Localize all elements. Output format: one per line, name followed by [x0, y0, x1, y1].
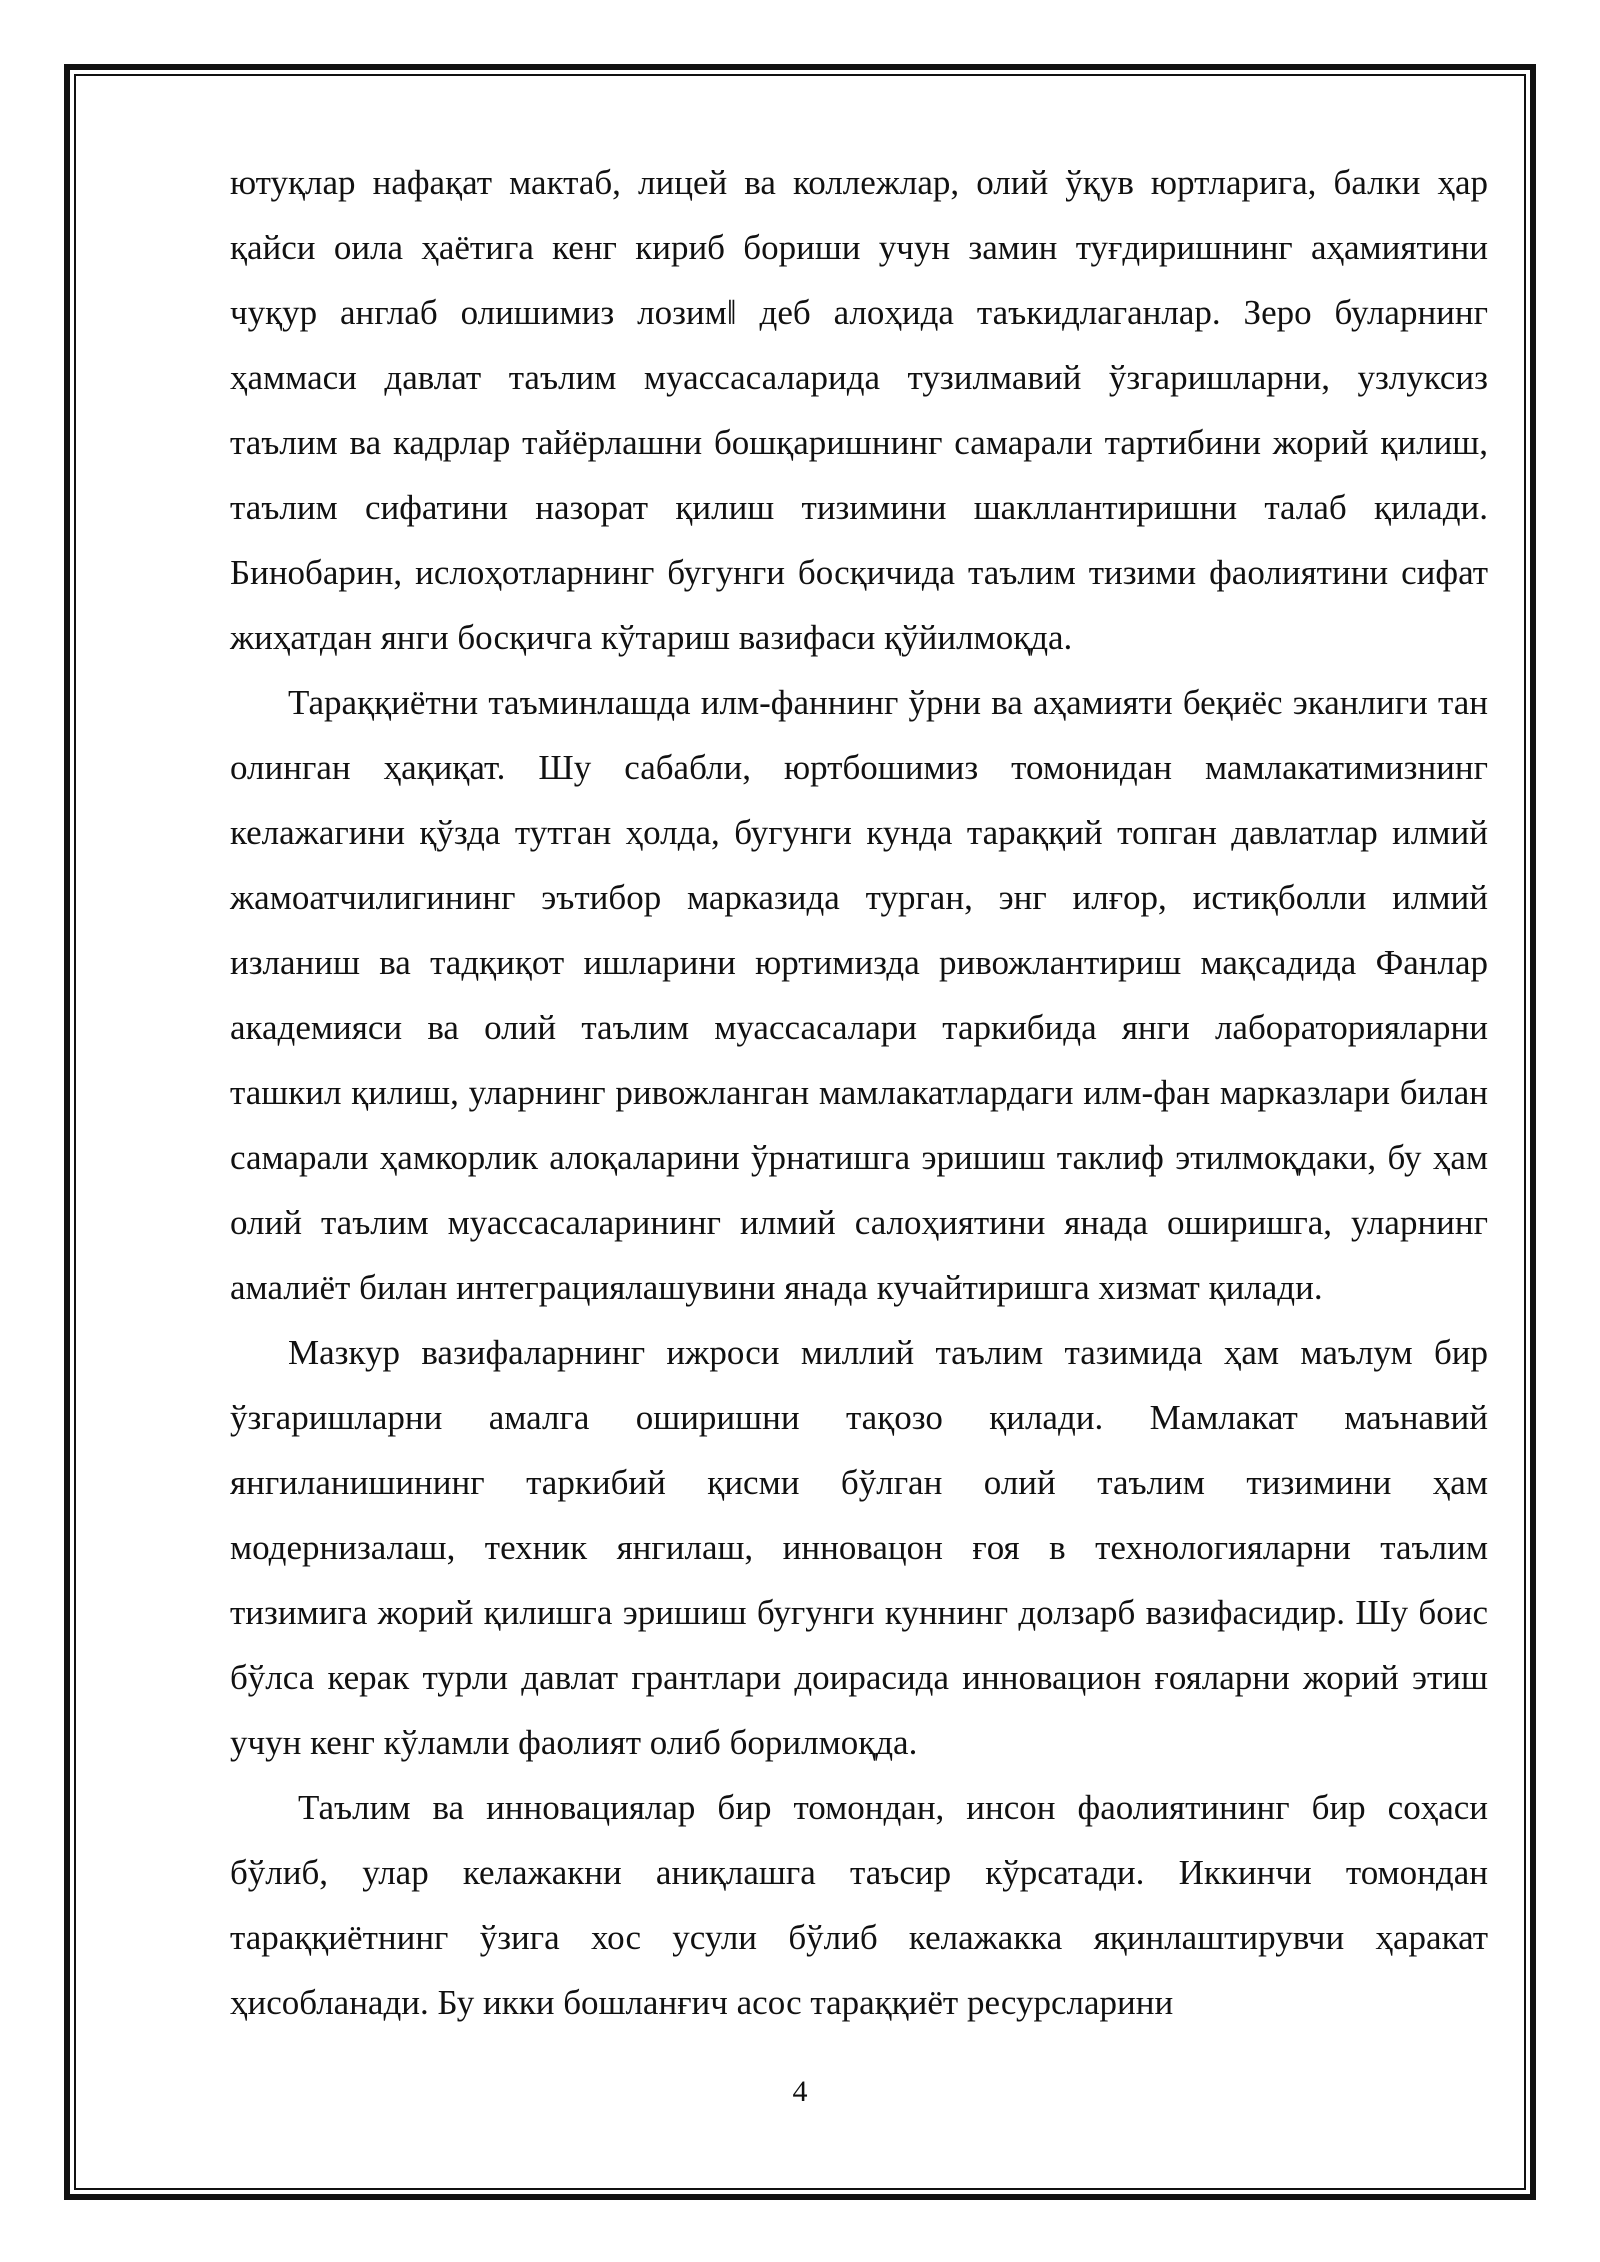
paragraph: Тараққиётни таъминлашда илм-фаннинг ўрни ва аҳамияти беқиёс эканлиги тан олинган ҳақиқат. Шу сабабли, юртбошимиз томонидан мамлакатимизнинг келажагини қўзда тутган ҳолда, бугунги кунда тараққий топган давлатлар илмий жамоатчилигининг эътибор марказида турган, энг илғор, истиқболли илмий изланиш ва тадқиқот ишларини юртимизда ривожлантириш мақсадида Фанлар академияси ва олий таълим муассасалари таркибида янги лабораторияларни ташкил қилиш, уларнинг ривожланган мамлакатлардаги илм-фан марказлари билан самарали ҳамкорлик алоқаларини ўрнатишга эришиш таклиф этилмоқдаки, бу ҳам олий таълим муассасаларининг илмий салоҳиятини янада оширишга, уларнинг амалиёт билан интеграциялашувини янада кучайтиришга хизмат қилади.	[230, 683, 1488, 1307]
document-body	[230, 150, 1488, 2035]
paragraph: Мазкур вазифаларнинг ижроси миллий таълим тазимида ҳам маълум бир ўзгаришларни амалга оширишни тақозо қилади. Мамлакат маънавий янгиланишининг таркибий қисми бўлган олий таълим тизимини ҳам модернизалаш, техник янгилаш, инновацон ғоя в технологияларни таълим тизимига жорий қилишга эришиш бугунги куннинг долзарб вазифасидир. Шу боис бўлса керак турли давлат грантлари доирасида инновацион ғояларни жорий этиш учун кенг кўламли фаолият олиб борилмоқда.	[230, 1333, 1488, 1762]
paragraph: ютуқлар нафақат мактаб, лицей ва коллежлар, олий ўқув юртларига, балки ҳар қайси оила ҳаётига кенг кириб бориши учун замин туғдиришнинг аҳамиятини чуқур англаб олишимиз лозим‖ деб алоҳида таъкидлаганлар. Зеро буларнинг ҳаммаси давлат таълим муассасаларида тузилмавий ўзгаришларни, узлуксиз таълим ва кадрлар тайёрлашни бошқаришнинг самарали тартибини жорий қилиш, таълим сифатини назорат қилиш тизимини шакллантиришни талаб қилади. Бинобарин, ислоҳотларнинг бугунги босқичида таълим тизими фаолиятини сифат жиҳатдан янги босқичга кўтариш вазифаси қўйилмоқда.	[230, 163, 1488, 657]
paragraph: Таълим ва инновациялар бир томондан, инсон фаолиятининг бир соҳаси бўлиб, улар келажакни аниқлашга таъсир кўрсатади. Иккинчи томондан тараққиётнинг ўзига хос усули бўлиб келажакка яқинлаштирувчи ҳаракат ҳисобланади. Бу икки бошланғич асос тараққиёт ресурсларини	[230, 1788, 1488, 2022]
page-number: 4	[792, 2075, 808, 2108]
